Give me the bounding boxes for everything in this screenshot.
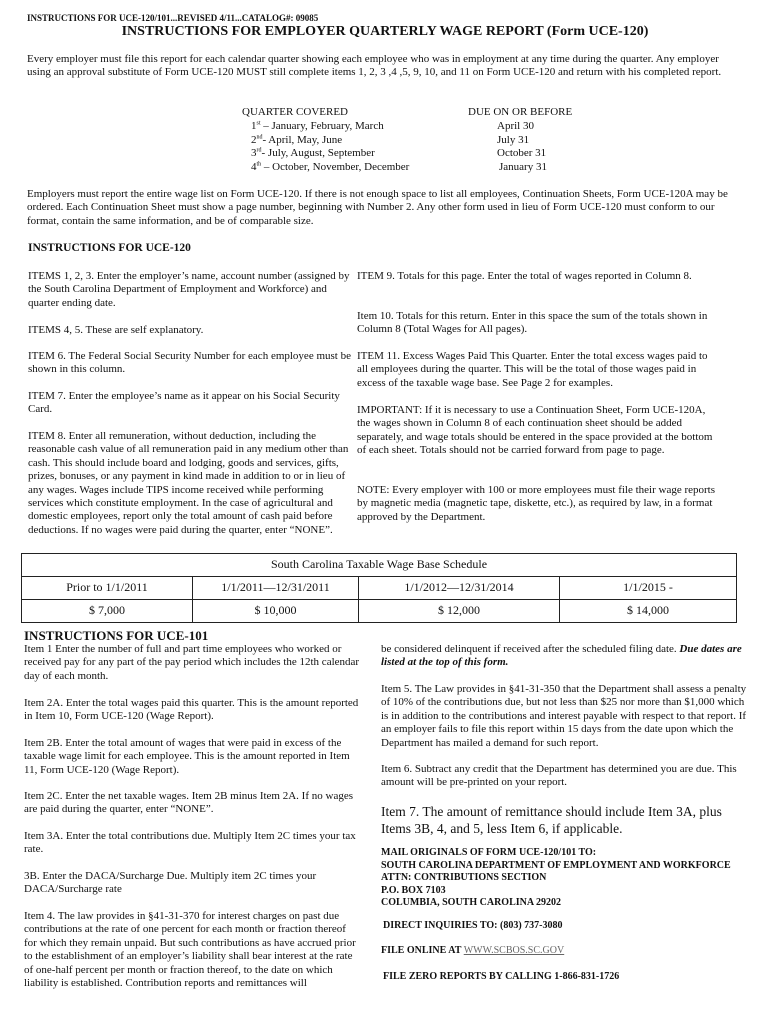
quarter-suffix: rd (256, 147, 262, 154)
quarter-due: July 31 (497, 134, 530, 146)
quarter-due: October 31 (497, 147, 547, 159)
quarter-row (251, 161, 409, 174)
uce101-item-1: Item 1 Enter the number of full and part time employees who worked or received pay for any part of the pay period which includes the 12th calendar day of each month. (24, 643, 360, 682)
mail-line: MAIL ORIGINALS OF FORM UCE-120/101 TO: (381, 847, 597, 858)
continued-text: be considered delinquent if received after the scheduled filing date. (381, 643, 677, 655)
quarter-row (251, 134, 342, 147)
uce120-items-1-3: ITEMS 1, 2, 3. Enter the employer’s name, account number (assigned by the South Carolina Department of Employment and Workforce) and quarter ending date. (28, 270, 350, 309)
quarter-due: January 31 (499, 161, 547, 173)
due-dates-note: Due dates are listed at the top of this form. (381, 643, 742, 669)
uce120-heading: INSTRUCTIONS FOR UCE-120 (28, 242, 191, 254)
due-date-header: DUE ON OR BEFORE (468, 106, 573, 118)
uce101-item-4-continued (381, 643, 751, 670)
quarter-number: 2 (251, 134, 257, 146)
uce101-item-2b: Item 2B. Enter the total amount of wages that were paid in excess of the taxable wage limit for each employee. This is the amount reported in Item 11, Form UCE-120 (Wage Report). (24, 737, 350, 776)
uce101-item-5: Item 5. The Law provides in §41-31-350 that the Department shall assess a penalty of 10% of the contributions due, but not less than $25 nor more than $1,000 which is in addition to the contributions and interest payable with respect to that report. If an employer fails to file this report within 15 days from the date upon which the Department has mailed a demand for such report. (381, 683, 747, 749)
wage-base-table (21, 553, 737, 623)
quarter-suffix: nd (256, 134, 263, 141)
zero-reports: FILE ZERO REPORTS BY CALLING 1-866-831-1726 (383, 971, 620, 982)
wage-base-amount: $ 14,000 (560, 600, 737, 623)
mail-line: SOUTH CAROLINA DEPARTMENT OF EMPLOYMENT AND WORKFORCE (381, 859, 731, 871)
quarter-months: – January, February, March (260, 120, 384, 132)
uce120-item-8: ITEM 8. Enter all remuneration, without deduction, including the reasonable cash value of all remuneration paid in any medium other than cash. This should include board and lodging, goods and services, gifts, prizes, bonuses, or any payment in kind made in addition to or in lieu of any wages. Wages include TIPS income received while performing services which constitute employment. In the case of agricultural and domestic employees, report only the total amount of cash paid before deductions. If no wages were paid during the quarter, enter “NONE”. (28, 430, 349, 536)
quarter-suffix: th (256, 161, 262, 168)
file-online-label: FILE ONLINE AT (381, 945, 464, 956)
wage-base-amount: $ 10,000 (193, 600, 359, 623)
wage-base-period: Prior to 1/1/2011 (22, 577, 193, 600)
quarter-number: 3 (251, 147, 257, 159)
mailing-address (381, 847, 751, 910)
mail-line: P.O. BOX 7103 (381, 884, 446, 896)
quarter-suffix: st (256, 120, 261, 127)
scbos-link[interactable]: WWW.SCBOS.SC.GOV (463, 945, 565, 956)
quarter-months: - April, May, June (262, 134, 343, 146)
page-title: INSTRUCTIONS FOR EMPLOYER QUARTERLY WAGE REPORT (Form UCE-120) (121, 24, 649, 39)
catalog-line: INSTRUCTIONS FOR UCE-120/101...REVISED 4/11...CATALOG#: 09085 (27, 13, 319, 23)
quarter-number: 4 (251, 161, 257, 173)
uce120-important: IMPORTANT: If it is necessary to use a Continuation Sheet, Form UCE-120A, the wages shown in Column 8 of each continuation sheet should be added separately, and wage totals should be entered in the space provided at the bottom of each sheet. Totals should not be carried forward from page to page. (357, 404, 713, 457)
mail-line: ATTN: CONTRIBUTIONS SECTION (381, 872, 547, 884)
uce120-item-7: ITEM 7. Enter the employee’s name as it appear on his Social Security Card. (28, 390, 340, 416)
wage-base-amount: $ 7,000 (22, 600, 193, 623)
wage-base-title: South Carolina Taxable Wage Base Schedule (22, 554, 737, 577)
intro-paragraph: Every employer must file this report for each calendar quarter showing each employee who was in employment at any time during the quarter. Any employer using an approval substitute of Form UCE-120 MUST still complete items 1, 2, 3 ,4 ,5, 9, 10, and 11 on Form UCE-120 and return with his completed report. (27, 53, 722, 79)
quarter-covered-header: QUARTER COVERED (242, 106, 348, 118)
file-online (381, 945, 564, 958)
uce101-heading: INSTRUCTIONS FOR UCE-101 (24, 628, 209, 643)
uce120-item-6: ITEM 6. The Federal Social Security Number for each employee must be shown in this column. (28, 350, 351, 376)
uce101-item-6: Item 6. Subtract any credit that the Department has determined you are due. This amount will be pre-printed on your report. (381, 763, 737, 789)
uce101-item-4: Item 4. The law provides in §41-31-370 for interest charges on past due contributions at the rate of one percent for each month or fraction thereof for which they remain unpaid. But such contributions as have accrued prior to the establishment of an employer’s liability shall bear interest at the rate of one-half percent per month or fraction thereof, to the date on which liability is established. Contribution reports and remittances will (24, 910, 356, 990)
continuation-paragraph: Employers must report the entire wage list on Form UCE-120. If there is not enough space to list all employees, Continuation Sheets, Form UCE-120A may be ordered. Each Continuation Sheet must show a page number, beginning with Number 2. Any other form used in lieu of Form UCE-120 must conform to our format, contain the same information, and be of comparable size. (27, 188, 728, 227)
quarter-due: April 30 (497, 120, 534, 132)
wage-base-amount: $ 12,000 (359, 600, 560, 623)
uce120-items-4-5: ITEMS 4, 5. These are self explanatory. (28, 324, 204, 336)
quarter-number: 1 (251, 120, 257, 132)
quarter-months: - July, August, September (261, 147, 375, 159)
direct-inquiries: DIRECT INQUIRIES TO: (803) 737-3080 (383, 920, 563, 931)
uce101-item-3b: 3B. Enter the DACA/Surcharge Due. Multiply item 2C times your DACA/Surcharge rate (24, 870, 317, 896)
quarter-months: – October, November, December (261, 161, 410, 173)
uce101-item-3a: Item 3A. Enter the total contributions due. Multiply Item 2C times your tax rate. (24, 830, 356, 856)
uce120-item-10: Item 10. Totals for this return. Enter in this space the sum of the totals shown in Column 8 (Total Wages for All pages). (357, 310, 708, 336)
wage-base-period: 1/1/2015 - (560, 577, 737, 600)
wage-base-period: 1/1/2012—12/31/2014 (359, 577, 560, 600)
uce101-item-7: Item 7. The amount of remittance should include Item 3A, plus Items 3B, 4, and 5, less Item 6, if applicable. (381, 804, 722, 836)
uce120-note: NOTE: Every employer with 100 or more employees must file their wage reports by magnetic media (magnetic tape, diskette, etc.), as required by law, in a format approved by the Department. (357, 484, 716, 523)
mail-line: COLUMBIA, SOUTH CAROLINA 29202 (381, 897, 562, 909)
uce101-item-2a: Item 2A. Enter the total wages paid this quarter. This is the amount reported in Item 10, Form UCE-120 (Wage Report). (24, 697, 359, 723)
quarter-row (251, 120, 384, 133)
uce101-item-2c: Item 2C. Enter the net taxable wages. Item 2B minus Item 2A. If no wages are paid during the quarter, enter “NONE”. (24, 790, 353, 816)
uce120-item-11: ITEM 11. Excess Wages Paid This Quarter. Enter the total excess wages paid to all employees during the quarter. This will be the total of those wages paid in excess of the taxable wage base. See Page 2 for examples. (357, 350, 708, 389)
uce120-item-9: ITEM 9. Totals for this page. Enter the total of wages reported in Column 8. (357, 270, 692, 282)
wage-base-period: 1/1/2011—12/31/2011 (193, 577, 359, 600)
quarter-row (251, 147, 375, 160)
